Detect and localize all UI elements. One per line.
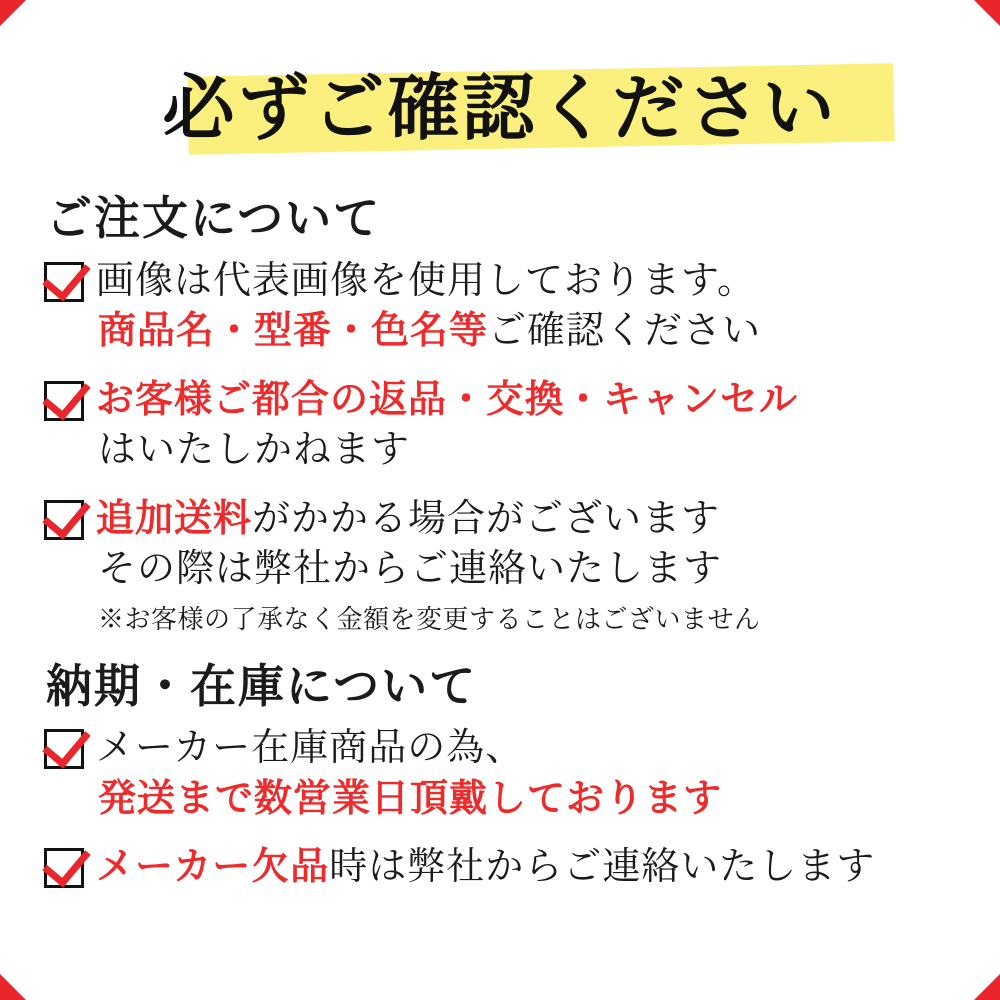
list-item-note: ※お客様の了承なく金額を変更することはございません	[98, 604, 761, 634]
list-item-line: メーカー在庫商品の為、	[96, 727, 525, 770]
checkmark-icon	[44, 500, 84, 540]
title-text: 必ずご確認ください	[162, 69, 838, 149]
list-item-line-black: 時は弊社からご連絡いたします	[329, 846, 876, 889]
section-heading-delivery: 納期・在庫について	[46, 660, 478, 712]
list-item-line-red: 商品名・型番・色名等	[98, 310, 489, 353]
list-item-line-red: 発送まで数営業日頂戴しております	[98, 777, 723, 820]
list-item-line-black: ご確認ください	[488, 310, 762, 353]
list-item	[44, 842, 960, 893]
corner-accent-top-right	[974, 0, 1000, 26]
list-item-line-red: お客様ご都合の返品・交換・キャンセル	[96, 378, 799, 421]
checkmark-icon	[44, 729, 84, 769]
checkmark-icon	[44, 848, 84, 888]
corner-accent-bottom-left	[0, 974, 26, 1000]
corner-accent-top-left	[0, 0, 26, 26]
checkmark-icon	[44, 262, 84, 302]
list-item-line: その際は弊社からご連絡いたします	[98, 548, 723, 591]
list-item	[44, 375, 960, 476]
list-item	[44, 256, 960, 357]
list-item-line-black: がかかる場合がございます	[252, 497, 721, 540]
list-item-line-red: 追加送料	[96, 497, 253, 540]
list-item-line: はいたしかねます	[98, 429, 411, 472]
list-item-line-red: メーカー欠品	[96, 846, 330, 889]
list-item-line: 画像は代表画像を使用しております。	[96, 259, 756, 302]
corner-accent-bottom-right	[974, 974, 1000, 1000]
section-heading-orders: ご注文について	[46, 193, 382, 244]
list-item	[44, 494, 960, 636]
page-title	[40, 54, 960, 164]
checkmark-icon	[44, 381, 84, 421]
list-item	[44, 723, 960, 824]
